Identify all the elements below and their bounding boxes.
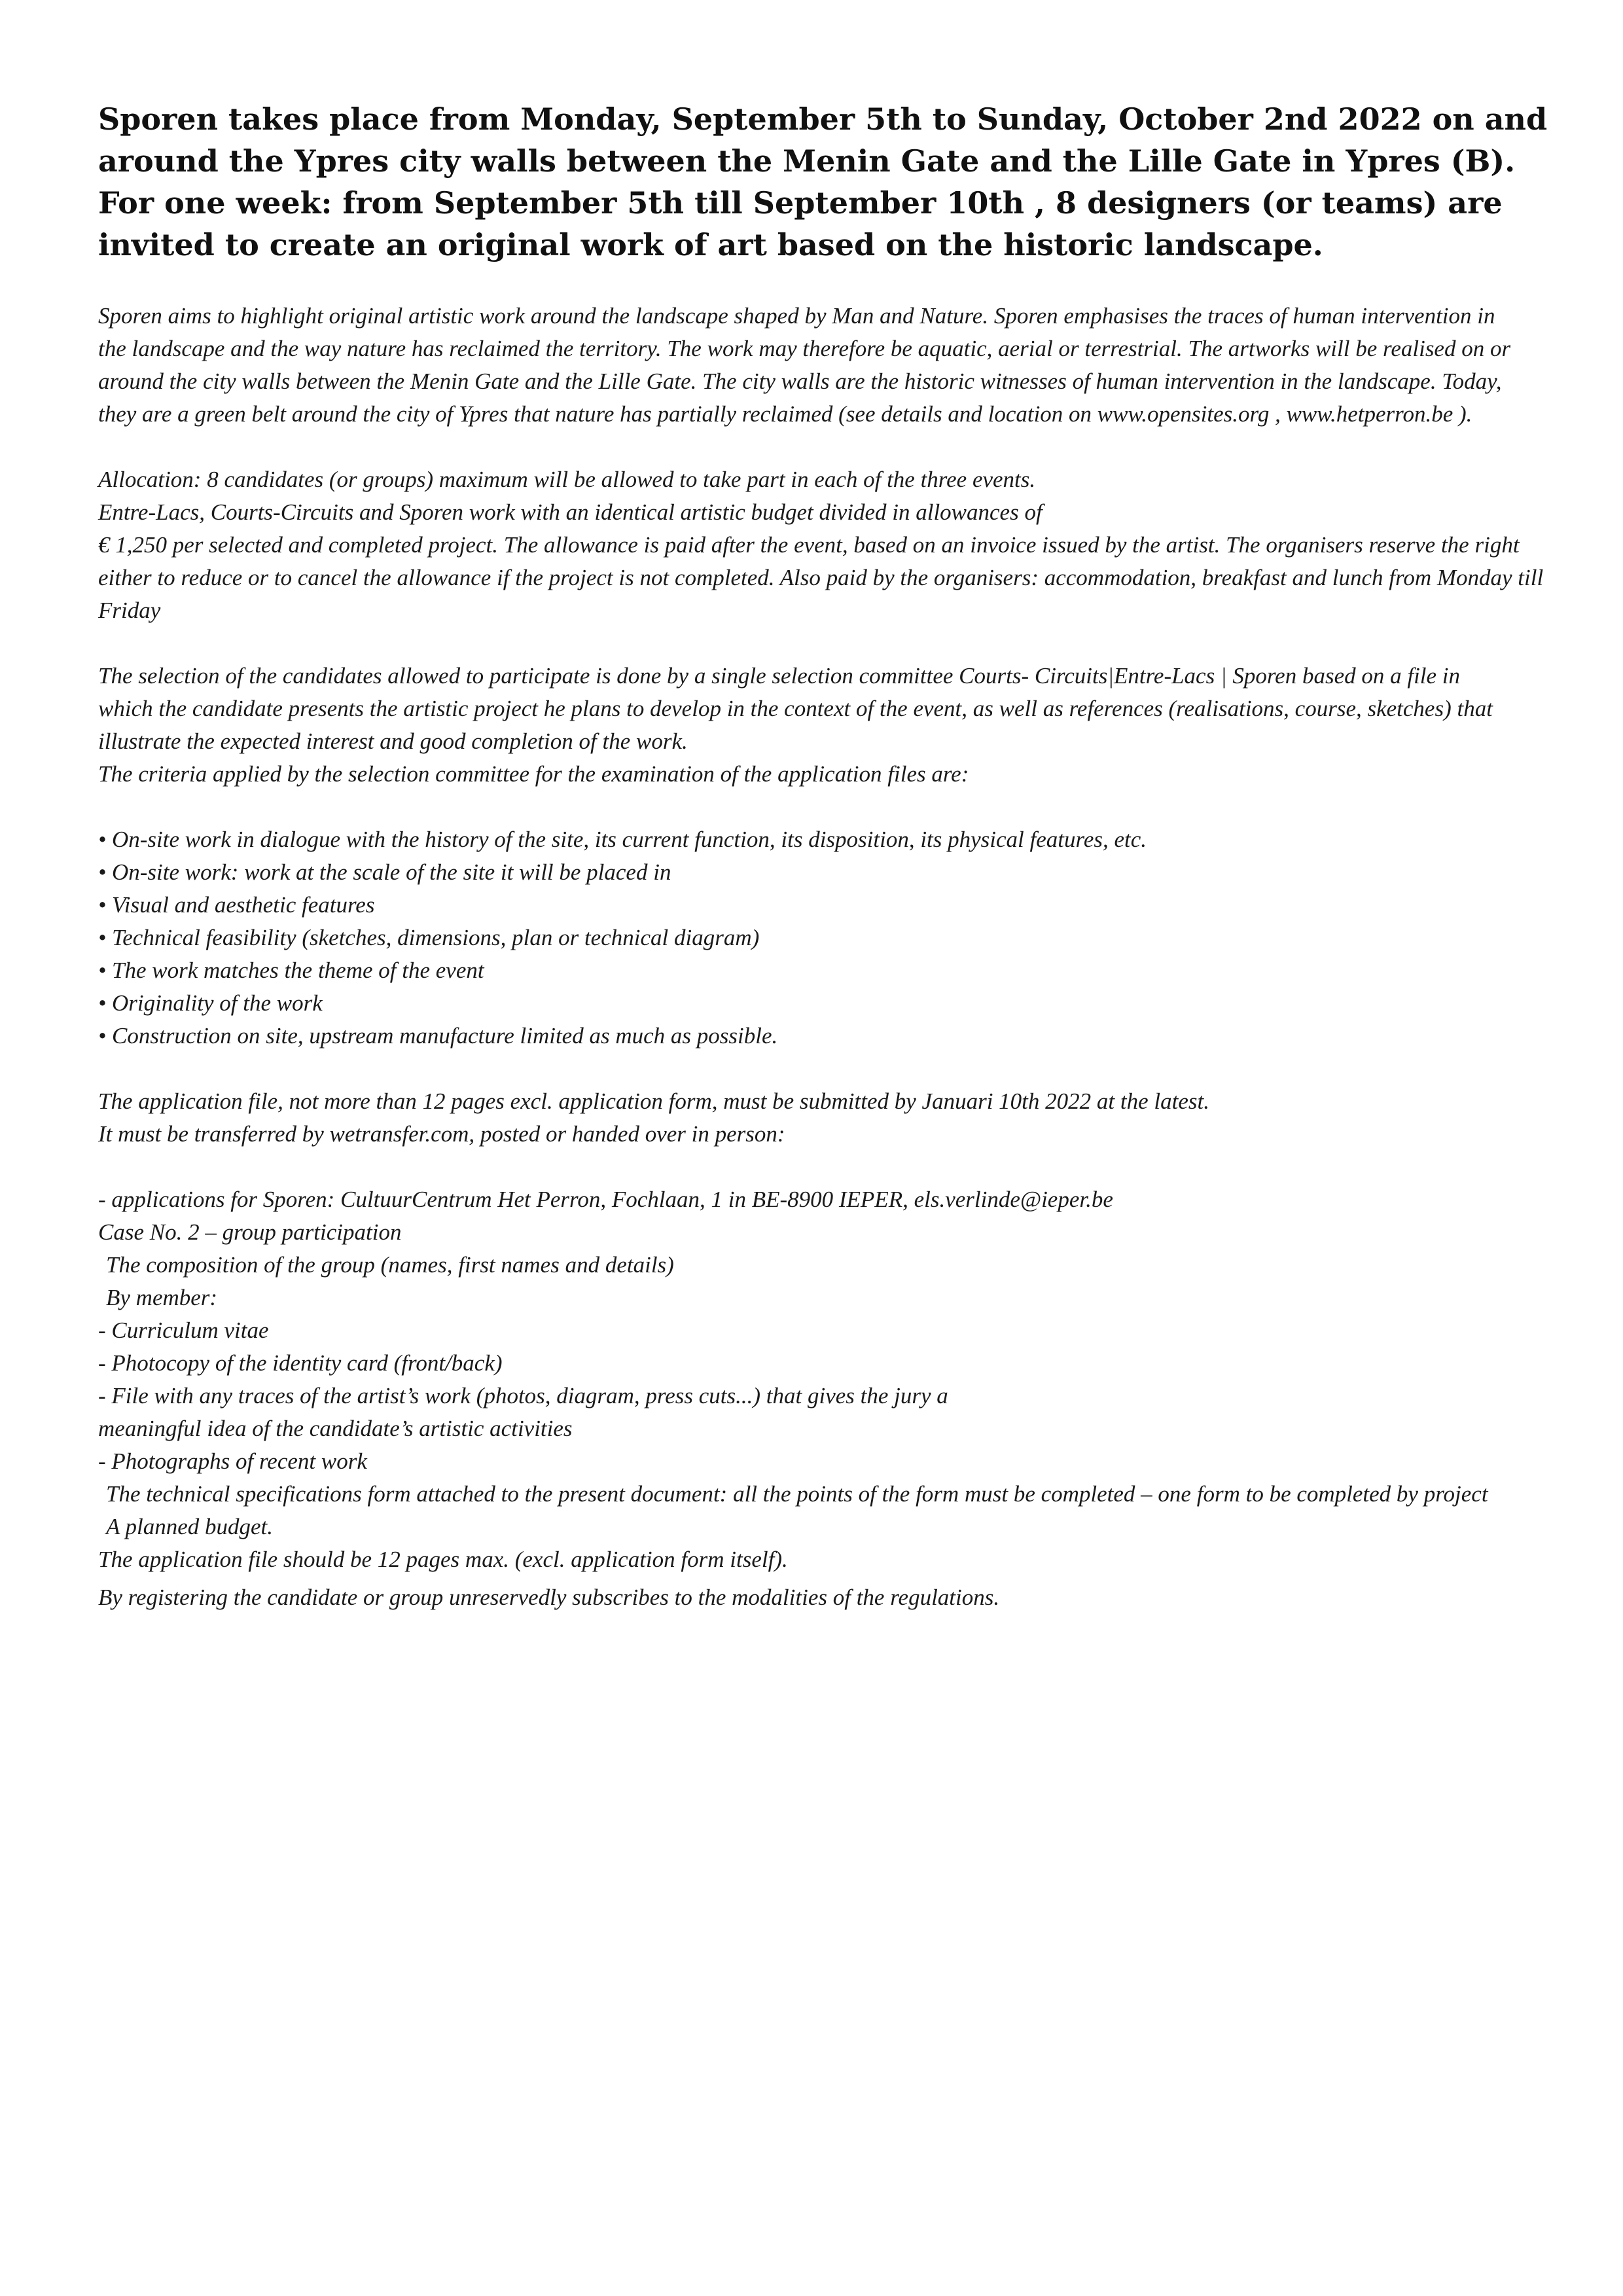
text-line: Friday bbox=[98, 598, 161, 623]
page-heading bbox=[98, 98, 1548, 266]
criteria-item: • Originality of the work bbox=[98, 990, 323, 1016]
submission-paragraph bbox=[98, 1085, 1525, 1151]
text-line: illustrate the expected interest and good completion of the work. bbox=[98, 728, 688, 754]
paragraph-spacer bbox=[98, 791, 1525, 823]
text-line: The criteria applied by the selection committee for the examination of the application files are: bbox=[98, 761, 969, 787]
text-line: meaningful idea of the candidate’s artistic activities bbox=[98, 1416, 573, 1441]
text-line: € 1,250 per selected and completed project. The allowance is paid after the event, based on an invoice issued by the artist. The organisers reserve the right bbox=[98, 532, 1520, 558]
paragraph-spacer bbox=[98, 627, 1525, 660]
text-line: either to reduce or to cancel the allowance if the project is not completed. Also paid by the organisers: accommodation, breakfast and lunch from Monday till bbox=[98, 565, 1544, 590]
text-line: The application file should be 12 pages max. (excl. application form itself). bbox=[98, 1547, 788, 1572]
criteria-item: • On-site work: work at the scale of the site it will be placed in bbox=[98, 859, 671, 885]
text-line: the landscape and the way nature has reclaimed the territory. The work may therefore be aquatic, aerial or terrestrial. The artworks will be realised on or bbox=[98, 336, 1511, 361]
text-line: The selection of the candidates allowed to participate is done by a single selection committee Courts- Circuits|Entre-Lacs | Sporen based on a file in bbox=[98, 663, 1461, 689]
text-line: Entre-Lacs, Courts-Circuits and Sporen work with an identical artistic budget divided in allowances of bbox=[98, 499, 1043, 525]
requirements-paragraph bbox=[98, 1183, 1525, 1576]
heading-line: For one week: from September 5th till September 10th , 8 designers (or teams) are bbox=[98, 185, 1503, 221]
allocation-paragraph bbox=[98, 463, 1544, 627]
text-line: - File with any traces of the artist’s work (photos, diagram, press cuts...) that gives the jury a bbox=[98, 1383, 948, 1408]
heading-line: Sporen takes place from Monday, September 5th to Sunday, October 2nd 2022 on and bbox=[98, 101, 1548, 137]
selection-paragraph bbox=[98, 660, 1525, 791]
text-line: Allocation: 8 candidates (or groups) maximum will be allowed to take part in each of the three events. bbox=[98, 467, 1036, 492]
closing-paragraph bbox=[98, 1581, 1525, 1614]
text-line: - Photographs of recent work bbox=[98, 1448, 367, 1474]
text-line: It must be transferred by wetransfer.com, posted or handed over in person: bbox=[98, 1121, 785, 1147]
text-line: Case No. 2 – group participation bbox=[98, 1219, 402, 1245]
text-line: A planned budget. bbox=[106, 1514, 274, 1539]
text-line: The composition of the group (names, first names and details) bbox=[106, 1252, 674, 1278]
paragraph-spacer bbox=[98, 431, 1525, 463]
text-line: By member: bbox=[106, 1285, 218, 1310]
text-line: The technical specifications form attached to the present document: all the points of the form must be completed – one form to be completed by project bbox=[106, 1481, 1488, 1507]
text-line: around the city walls between the Menin Gate and the Lille Gate. The city walls are the historic witnesses of human intervention in the landscape. Today, bbox=[98, 368, 1502, 394]
text-line: - Photocopy of the identity card (front/back) bbox=[98, 1350, 503, 1376]
document-page bbox=[98, 98, 1548, 1614]
text-line: The application file, not more than 12 pages excl. application form, must be submitted by Januari 10th 2022 at the latest. bbox=[98, 1088, 1209, 1114]
text-line: which the candidate presents the artistic project he plans to develop in the context of the event, as well as references (realisations, course, sketches) that bbox=[98, 696, 1493, 721]
text-line: - Curriculum vitae bbox=[98, 1318, 269, 1343]
text-line: - applications for Sporen: CultuurCentrum Het Perron, Fochlaan, 1 in BE-8900 IEPER, els.verlinde@ieper.be bbox=[98, 1187, 1113, 1212]
criteria-item: • On-site work in dialogue with the history of the site, its current function, its disposition, its physical features, etc. bbox=[98, 827, 1147, 852]
text-line: Sporen aims to highlight original artistic work around the landscape shaped by Man and Nature. Sporen emphasises the traces of human intervention in bbox=[98, 303, 1495, 329]
criteria-item: • Technical feasibility (sketches, dimensions, plan or technical diagram) bbox=[98, 925, 760, 950]
text-line: By registering the candidate or group unreservedly subscribes to the modalities of the regulations. bbox=[98, 1585, 1000, 1610]
text-line: they are a green belt around the city of Ypres that nature has partially reclaimed (see details and location on www.opensites.org , www.hetperron.be ). bbox=[98, 401, 1472, 427]
criteria-item: • Construction on site, upstream manufacture limited as much as possible. bbox=[98, 1023, 778, 1049]
criteria-list bbox=[98, 823, 1525, 1052]
paragraph-spacer bbox=[98, 1052, 1525, 1085]
criteria-item: • Visual and aesthetic features bbox=[98, 892, 375, 918]
criteria-item: • The work matches the theme of the event bbox=[98, 958, 484, 983]
heading-line: around the Ypres city walls between the Menin Gate and the Lille Gate in Ypres (B). bbox=[98, 143, 1516, 179]
paragraph-spacer bbox=[98, 1151, 1525, 1183]
heading-line: invited to create an original work of art based on the historic landscape. bbox=[98, 227, 1323, 262]
intro-paragraph bbox=[98, 300, 1525, 431]
document-body bbox=[98, 300, 1544, 1614]
